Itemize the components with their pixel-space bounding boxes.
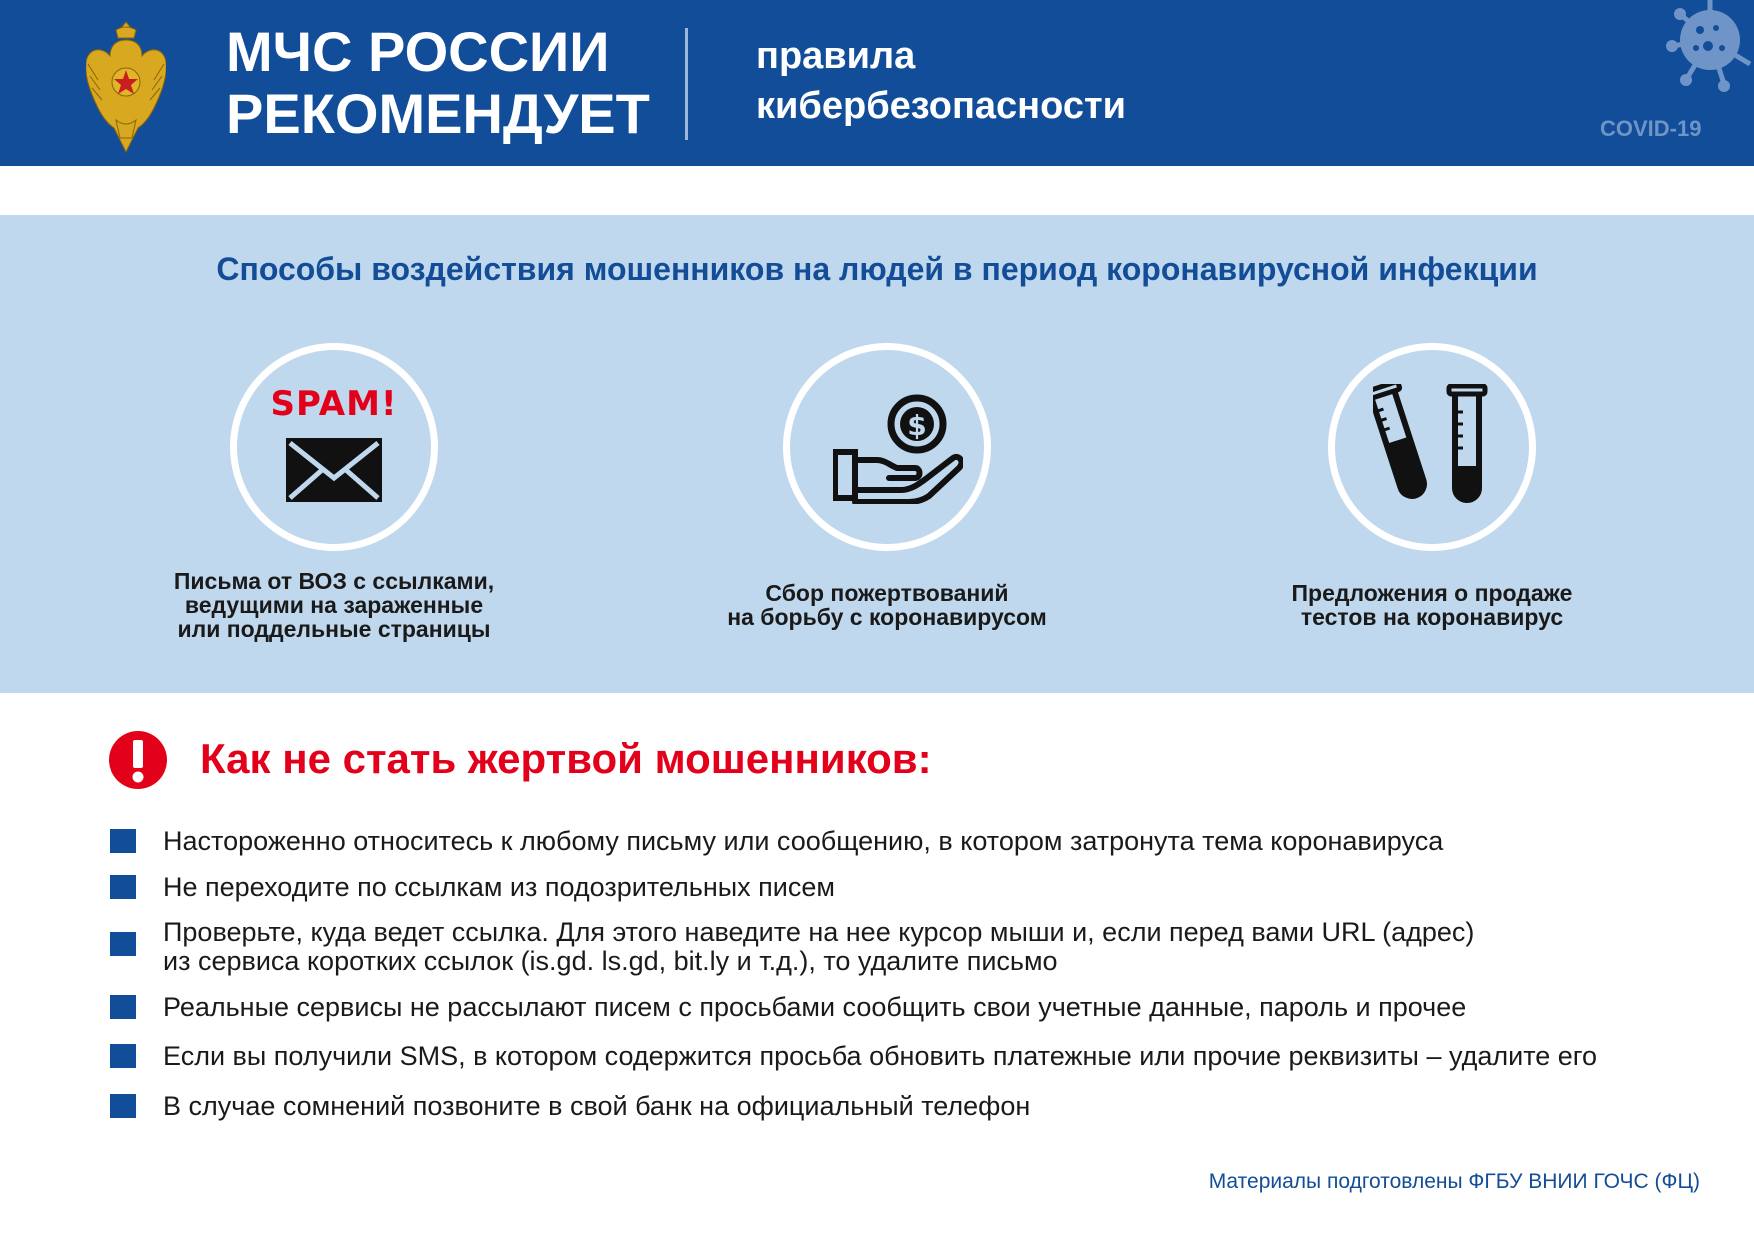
virus-icon (1650, 0, 1754, 104)
advice-item-5: Если вы получили SMS, в котором содержится просьба обновить платежные или прочие реквизиты – удалите его (163, 1041, 1598, 1071)
caption-donation-line1: Сбор пожертвований (765, 580, 1009, 606)
mchs-emblem-icon (86, 20, 166, 156)
caption-spam (134, 569, 534, 641)
caption-donation (677, 581, 1097, 629)
test-tubes-icon (1373, 384, 1493, 508)
header-divider (685, 28, 688, 140)
bullet-square (110, 875, 136, 899)
advice-item-6: В случае сомнений позвоните в свой банк на официальный телефон (163, 1091, 1031, 1121)
caption-spam-line3: или поддельные страницы (177, 616, 491, 642)
methods-title: Способы воздействия мошенников на людей в период коронавирусной инфекции (216, 251, 1538, 287)
exclamation-icon (108, 730, 168, 790)
donation-circle (783, 343, 991, 551)
caption-tests (1222, 581, 1642, 629)
caption-tests-line2: тестов на коронавирус (1300, 604, 1564, 630)
footer-credit: Материалы подготовлены ФГБУ ВНИИ ГОЧС (ФЦ) (1208, 1170, 1700, 1193)
header-subtitle-line2: кибербезопасности (756, 85, 1126, 127)
spam-label: SPAM! (270, 384, 398, 424)
bullet-square (110, 829, 136, 853)
bullet-square (110, 1094, 136, 1118)
header-title-line1: МЧС РОССИИ (226, 20, 610, 83)
caption-donation-line2: на борьбу с коронавирусом (727, 604, 1047, 630)
header-banner (0, 0, 1754, 166)
advice-item-3-line1: Проверьте, куда ведет ссылка. Для этого наведите на нее курсор мыши и, если перед вами URL (адрес) (163, 917, 1475, 947)
advice-title: Как не стать жертвой мошенников: (200, 735, 932, 782)
caption-tests-line1: Предложения о продаже (1291, 580, 1573, 606)
envelope-icon (286, 438, 382, 502)
fraud-methods-panel (0, 215, 1754, 693)
spam-circle (230, 343, 438, 551)
caption-spam-line1: Письма от ВОЗ с ссылками, (173, 568, 495, 594)
bullet-square (110, 1044, 136, 1068)
bullet-square (110, 995, 136, 1019)
advice-item-1: Настороженно относитесь к любому письму или сообщению, в котором затронута тема коронавируса (163, 826, 1444, 856)
header-subtitle-line1: правила (756, 35, 916, 77)
advice-item-4: Реальные сервисы не рассылают писем с просьбами сообщить свои учетные данные, пароль и прочее (163, 992, 1467, 1022)
bullet-square (110, 932, 136, 956)
header-title-line2: РЕКОМЕНДУЕТ (226, 82, 650, 145)
advice-item-3-line2: из сервиса коротких ссылок (is.gd. ls.gd, bit.ly и т.д.), то удалите письмо (163, 946, 1058, 976)
caption-spam-line2: ведущими на зараженные (184, 592, 484, 618)
covid-badge: COVID-19 (1600, 116, 1702, 141)
tests-circle (1328, 343, 1536, 551)
svg-text:$: $ (907, 409, 927, 442)
donation-hand-icon (833, 394, 963, 504)
advice-item-2: Не переходите по ссылкам из подозрительных писем (163, 872, 835, 902)
